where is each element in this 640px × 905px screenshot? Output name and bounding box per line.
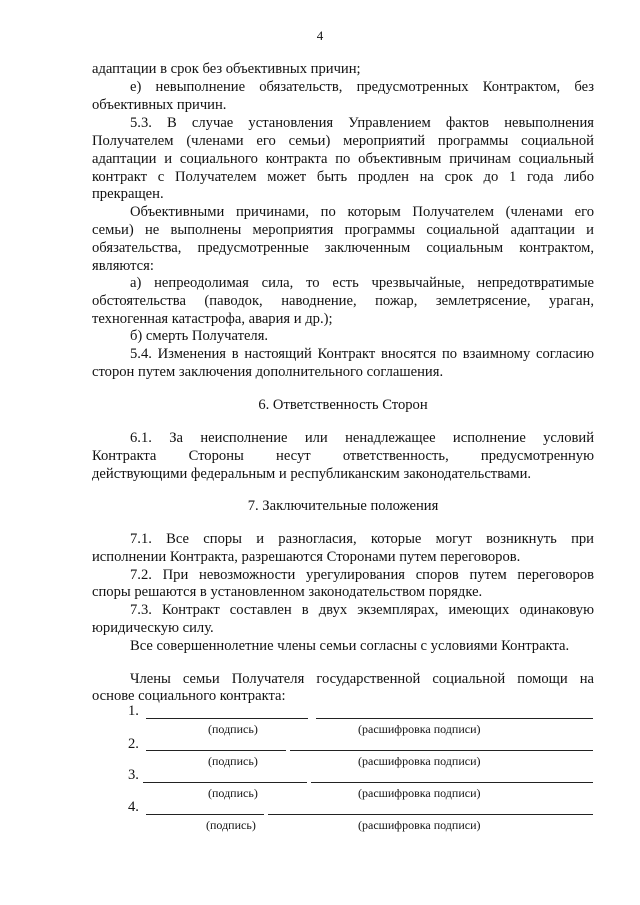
name-decode-line[interactable]	[268, 814, 593, 815]
text-line: Получателем (членами его семьи) мероприятий программы социальной	[92, 133, 594, 149]
text-line: основе социального контракта:	[92, 688, 286, 704]
text-line: техногенная катастрофа, авария и др.);	[92, 311, 333, 327]
text-line: Члены семьи Получателя государственной социальной помощи на	[130, 671, 594, 687]
signature-line[interactable]	[143, 782, 307, 783]
text-line: е) невыполнение обязательств, предусмотренных Контрактом, без	[130, 79, 594, 95]
signature-number: 1.	[128, 703, 139, 719]
text-line: б) смерть Получателя.	[130, 328, 269, 344]
text-line: контракт с Получателем может быть продлен на срок до 1 года либо	[92, 169, 594, 185]
text-line: 5.4. Изменения в настоящий Контракт вносятся по взаимному согласию	[130, 346, 594, 362]
signature-caption: (подпись)	[208, 722, 258, 736]
text-line: сторон путем заключения дополнительного соглашения.	[92, 364, 444, 380]
text-line: Контракта Стороны несут ответственность, предусмотренную	[92, 448, 594, 464]
name-decode-line[interactable]	[316, 718, 593, 719]
text-line: прекращен.	[92, 186, 164, 202]
text-line: юридическую силу.	[92, 620, 214, 636]
decode-caption: (расшифровка подписи)	[358, 754, 481, 768]
name-decode-line[interactable]	[290, 750, 593, 751]
decode-caption: (расшифровка подписи)	[358, 722, 481, 736]
text-line: 7.3. Контракт составлен в двух экземплярах, имеющих одинаковую	[130, 602, 594, 618]
text-line: действующими федеральным и республиканским законодательствами.	[92, 466, 532, 482]
text-line: исполнении Контракта, разрешаются Сторонами путем переговоров.	[92, 549, 521, 565]
signature-number: 2.	[128, 736, 139, 752]
text-line: Объективными причинами, по которым Получателем (членами его	[130, 204, 594, 220]
text-line: Все совершеннолетние члены семьи согласны с условиями Контракта.	[130, 638, 570, 654]
signature-number: 4.	[128, 799, 139, 815]
signature-caption: (подпись)	[208, 786, 258, 800]
text-line: а) непреодолимая сила, то есть чрезвычайные, непредотвратимые	[130, 275, 594, 291]
name-decode-line[interactable]	[311, 782, 593, 783]
section-heading: 7. Заключительные положения	[247, 498, 439, 514]
text-line: споры решаются в установленном законодательством порядке.	[92, 584, 483, 600]
decode-caption: (расшифровка подписи)	[358, 818, 481, 832]
signature-line[interactable]	[146, 718, 308, 719]
text-line: обстоятельства (паводок, наводнение, пожар, землетрясение, ураган,	[92, 293, 594, 309]
signature-caption: (подпись)	[208, 754, 258, 768]
text-line: являются:	[92, 258, 154, 274]
text-line: объективных причин.	[92, 97, 227, 113]
text-line: адаптации в срок без объективных причин;	[92, 61, 361, 77]
decode-caption: (расшифровка подписи)	[358, 786, 481, 800]
signature-caption: (подпись)	[206, 818, 256, 832]
text-line: 5.3. В случае установления Управлением фактов невыполнения	[130, 115, 594, 131]
signature-number: 3.	[128, 767, 139, 783]
text-line: 6.1. За неисполнение или ненадлежащее исполнение условий	[130, 430, 594, 446]
text-line: обязательства, предусмотренные заключенным социальным контрактом,	[92, 240, 594, 256]
signature-line[interactable]	[146, 814, 264, 815]
section-heading: 6. Ответственность Сторон	[258, 397, 428, 413]
signature-line[interactable]	[146, 750, 286, 751]
text-line: 7.1. Все споры и разногласия, которые могут возникнуть при	[130, 531, 594, 547]
page-number: 4	[316, 28, 324, 43]
text-line: 7.2. При невозможности урегулирования споров путем переговоров	[130, 567, 594, 583]
text-line: адаптации и социального контракта по объективным причинам социальный	[92, 151, 594, 167]
text-line: семьи) не выполнены мероприятия программы социальной адаптации и	[92, 222, 594, 238]
